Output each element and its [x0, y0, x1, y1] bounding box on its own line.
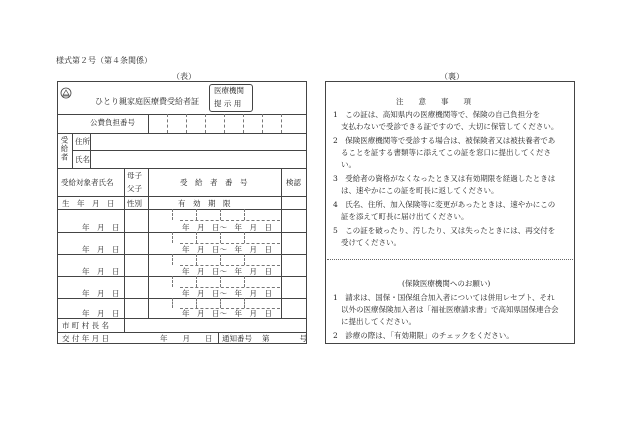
row4-validity: 年 月 日～ 年 月 日: [182, 289, 272, 298]
row5-validity: 年 月 日～ 年 月 日: [182, 309, 272, 318]
address-field[interactable]: [91, 134, 306, 149]
father-child-label: 父子: [127, 184, 142, 193]
row3-validity: 年 月 日～ 年 月 日: [182, 267, 272, 276]
row5-birth-date: 年 月 日: [82, 309, 120, 318]
note-line: 2 保険医療機関等で受診する場合は、被保険者又は被扶養者であ: [333, 136, 556, 145]
stamp-line-2: 提 示 用: [214, 99, 242, 108]
note-line: 1 この証は、高知県内の医療機関等で、保険の自己負担分を: [333, 110, 541, 119]
row2-birth-date: 年 月 日: [82, 245, 120, 254]
public-payer-label: 公費負担番号: [90, 118, 135, 127]
note-line: 3 受給者の資格がなくなったとき又は有効期限を経過したときは: [333, 174, 556, 183]
request-title: (保険医療機関へのお願い): [402, 279, 491, 288]
form-number: 様式第２号（第４条関係）: [56, 56, 152, 65]
gender-label: 性別: [127, 199, 142, 208]
note-line: い。: [341, 160, 356, 169]
address-label: 住所: [75, 137, 90, 146]
request-line: 2 診療の際は、「有効期限」のチェックをください。: [333, 331, 514, 340]
row1-birth-date: 年 月 日: [82, 223, 120, 232]
validity-label: 有 効 期 限: [178, 199, 231, 208]
note-line: は、速やかにこの証を町長に返してください。: [341, 186, 499, 195]
name-field[interactable]: [91, 151, 306, 167]
note-line: 4 氏名、住所、加入保険等に変更があったときは、速やかにこの: [333, 200, 556, 209]
mother-child-label: 母子: [127, 171, 142, 180]
beneficiary-name-label: 受給対象者氏名: [61, 178, 114, 187]
notes-title: 注 意 事 項: [396, 97, 471, 106]
issue-date-label: 交 付 年 月 日: [62, 334, 110, 343]
notice-number-value: 第 号: [262, 334, 307, 343]
note-line: 5 この証を破ったり、汚したり、又は失ったときには、再交付を: [333, 226, 556, 235]
row3-birth-date: 年 月 日: [82, 267, 120, 276]
back-divider: [327, 259, 573, 260]
mayor-label: 市 町 村 長 名: [62, 321, 110, 330]
note-line: 証を添えて町長に届け出てください。: [341, 212, 469, 221]
municipal-emblem-icon: [60, 84, 72, 96]
name-label: 氏名: [75, 155, 90, 164]
front-side-label: （表）: [172, 72, 196, 81]
request-line: 1 請求は、国保・国保組合加入者については併用レセプト、それ: [333, 293, 555, 302]
note-line: ることを証する書類等に添えてこの証を窓口に提出してくださ: [341, 148, 551, 157]
birth-date-label: 生 年 月 日: [62, 199, 115, 208]
recipient-label: 受給者: [60, 136, 69, 162]
note-line: 受けてください。: [341, 238, 401, 247]
stamp-line-1: 医療機関: [214, 86, 244, 95]
note-line: 支払わないで受診できる証ですので、大切に保管してください。: [341, 122, 559, 131]
back-side-label: （裏）: [440, 72, 464, 81]
request-line: に提出してください。: [341, 317, 416, 326]
request-line: 以外の医療保険加入者は「福祉医療請求書」で高知県国保連合会: [341, 305, 559, 314]
notice-number-label: 通知番号: [222, 334, 252, 343]
issue-date-value: 年 月 日: [160, 334, 213, 343]
card-title: ひとり親家庭医療費受給者証: [95, 97, 199, 106]
recipient-number-label: 受 給 者 番 号: [180, 178, 248, 187]
row1-validity: 年 月 日～ 年 月 日: [182, 223, 272, 232]
row2-validity: 年 月 日～ 年 月 日: [182, 245, 272, 254]
row4-birth-date: 年 月 日: [82, 289, 120, 298]
verification-label: 検認: [286, 178, 301, 187]
